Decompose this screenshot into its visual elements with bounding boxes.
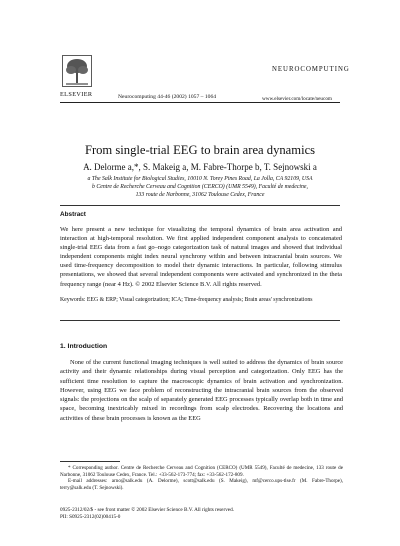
affiliation-b: b Centre de Recherche Cerveau and Cognition (CERCO) (UMR 5549), Faculté de medecine, <box>92 184 308 190</box>
journal-url[interactable]: www.elsevier.com/locate/neucom <box>262 96 332 102</box>
copyright-line: 0925-2312/02/$ - see front matter © 2002 Elsevier Science B.V. All rights reserved. <box>60 507 234 513</box>
abstract-top-rule <box>60 205 340 206</box>
abstract-text: We here present a new technique for visualizing the temporal dynamics of brain area activation and interaction at high-temporal resolution. We first applied independent component analysis to concatenated single-trial EEG data from a fast go–nogo categorization task of natural images and showed that individual independent components might index neural synchrony within and between intracranial brain sources. We used time-frequency decomposition to model their dynamic interactions. In particular, following stimulus presentations, we showed that several independent components were activated and synchronized in the theta frequency range (near 4 Hz). © 2002 Elsevier Science B.V. All rights reserved. <box>60 226 342 288</box>
footnote-corresponding-author: * Corresponding author. Centre de Recherche Cerveau and Cognition (CERCO) (UMR 5549), Faculté de medecine, 133 route de Narbonne, 31062 Toulouse Cedex, France. Tel.: +33-562-173-774; fax: +33-562-172-809. <box>60 465 343 478</box>
header-rule <box>60 102 340 103</box>
keywords: Keywords: EEG & ERP; Visual categorization; ICA; Time-frequency analysis; Brain areas' synchronizations <box>60 297 313 303</box>
footnote-emails: E-mail addresses: arno@salk.edu (A. Delorme), scott@salk.edu (S. Makeig), mf@cerco.ups-tlse.fr (M. Fabre-Thorpe), terry@salk.edu (T. Sejnowski). <box>60 478 343 491</box>
elsevier-logo <box>62 55 92 87</box>
author-list: A. Delorme a,*, S. Makeig a, M. Fabre-Thorpe b, T. Sejnowski a <box>83 162 317 172</box>
footnote-rule <box>60 461 120 462</box>
footnotes <box>60 465 343 491</box>
journal-name: NEUROCOMPUTING <box>272 66 350 73</box>
citation: Neurocomputing 44-46 (2002) 1057 – 1064 <box>118 94 217 100</box>
abstract-bottom-rule <box>60 320 340 321</box>
section-heading-introduction: 1. Introduction <box>60 343 108 350</box>
affiliation-a: a The Salk Institute for Biological Studies, 10010 N. Torey Pines Road, La Jolla, CA 92109, USA <box>87 176 313 182</box>
affiliation-b-address: 133 route de Narbonne, 31062 Toulouse Cedex, France <box>135 192 265 198</box>
front-matter <box>60 507 234 521</box>
abstract-heading: Abstract <box>60 211 86 218</box>
introduction-text: None of the current functional imaging techniques is well suited to address the dynamics of brain source activity and their dynamic relationships during visual perception and categorization. Only EEG has the sufficient time resolution to capture the macroscopic dynamics of brain activation and synchronization. However, using EEG we face problem of reconstructing the intracranial brain sources from the observed signals: the projections on the scalp of separately generated EEG processes typically overlap both in time and space, becoming inextricably mixed in recordings from scalp electrodes. Recovering the locations and activities of these brain processes is known as the EEG <box>60 359 343 422</box>
paper-title: From single-trial EEG to brain area dynamics <box>84 143 316 157</box>
publisher-name: ELSEVIER <box>60 91 93 98</box>
pii-line: PII: S0925-2312(02)00415-0 <box>60 513 121 520</box>
